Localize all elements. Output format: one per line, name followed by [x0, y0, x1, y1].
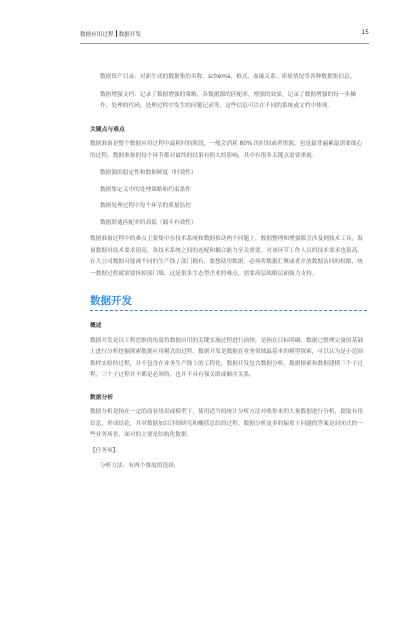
asset-catalog-paragraph: 数据资产目录：对新生成的数据集的名称、schema、格式、血缘关系、质量情况等各种数据集信息。 [100, 74, 356, 80]
header-section: 数据应用过程 [80, 32, 114, 38]
header-breadcrumb [80, 30, 141, 38]
keypoints-intro: 数据准备是整个数据应用过程中最耗时的阶段，一般会消耗 80% 的时间或者资源，也是最普遍累最需要细心的过程。数据准备的每个环节都对最终的结果有很大的影响，其中有很多关键点需要重视： [90, 141, 363, 159]
task-item: 分析方法：有两个维度的选择， [100, 463, 180, 469]
page-header [80, 24, 369, 48]
overview-heading: 概述 [90, 323, 102, 329]
page-body [90, 72, 367, 473]
header-rule [80, 43, 369, 44]
analysis-paragraph: 数据分析是指在一定的商业场景或模型下，使用适当的统计分析方法对收集来的大量数据进行分析，提取有用信息，形成结论，并对数据加以详细研究和概括总结的过程。数据分析更多的偏重于问题的答案是封闭式的一些业务场景，面对的主要是结构化数据。 [90, 409, 363, 438]
keypoint-item: 数据联通匹配率的高低（漏斗有效性） [100, 219, 197, 226]
keypoint-item: 数据源的稳定性和数据鲜度（时效性） [100, 170, 197, 176]
keypoint-item: 数据集定义中的处理策略和约束条件 [100, 186, 191, 193]
keypoint-item: 数据处理过程中每个环节的质量监控 [100, 203, 191, 209]
page-number: 15 [361, 29, 369, 36]
keypoints-outro: 数据准备过程中的难点主要集中在技术系统和数据拟动两个问题上。数据整理和增强都会涉及到技术工具，海量数据对技术要求很高，各技术系统之间的连配和耦合能力至关重要，对该环节工作人员的技术要求也很高。在大公司数据可能被不同的生产线 / 部门拥有，要想使用数据，必须将数据汇聚或者开放数据访问的权限，统一数据过程就需要拆掉部门墙，这是很多生态型企业的难点，需要高层战略层面强力支持。 [90, 236, 363, 277]
overview-paragraph: 数据开发是以工程思维的角度将数据应用的关键实施过程进行演绎，是指在目标明确、数据已整理完备的基础上进行分析挖掘探索数据应用模式的过程。数据开发是数据在业务领域最基本的模型探索，可以认为是小范围推样实验的过程，并不包含在业务生产线上的工程化。数据开发包含数据分析、数据探索和数据建模三个子过程，三个子过程并不都是必须的，也并不具有强关联或顺序关系。 [90, 337, 363, 378]
keypoints-heading: 关键点与难点 [90, 126, 125, 133]
analysis-heading: 数据分析 [90, 394, 114, 401]
task-label: 【任务项】： [90, 447, 122, 454]
header-divider [116, 30, 117, 37]
data-dev-title: 数据开发 [90, 295, 132, 307]
header-subsection: 数据开发 [118, 32, 141, 38]
enhancement-doc-paragraph: 数据增强文档：记录了数据增强的策略，各数据源的匹配率，增强的效果，记录了数据增强的每一步操作，处理的代码，处理过程中发生的问题记录等。这些信息可以在不同的系统或文档中体现。 [100, 91, 356, 109]
